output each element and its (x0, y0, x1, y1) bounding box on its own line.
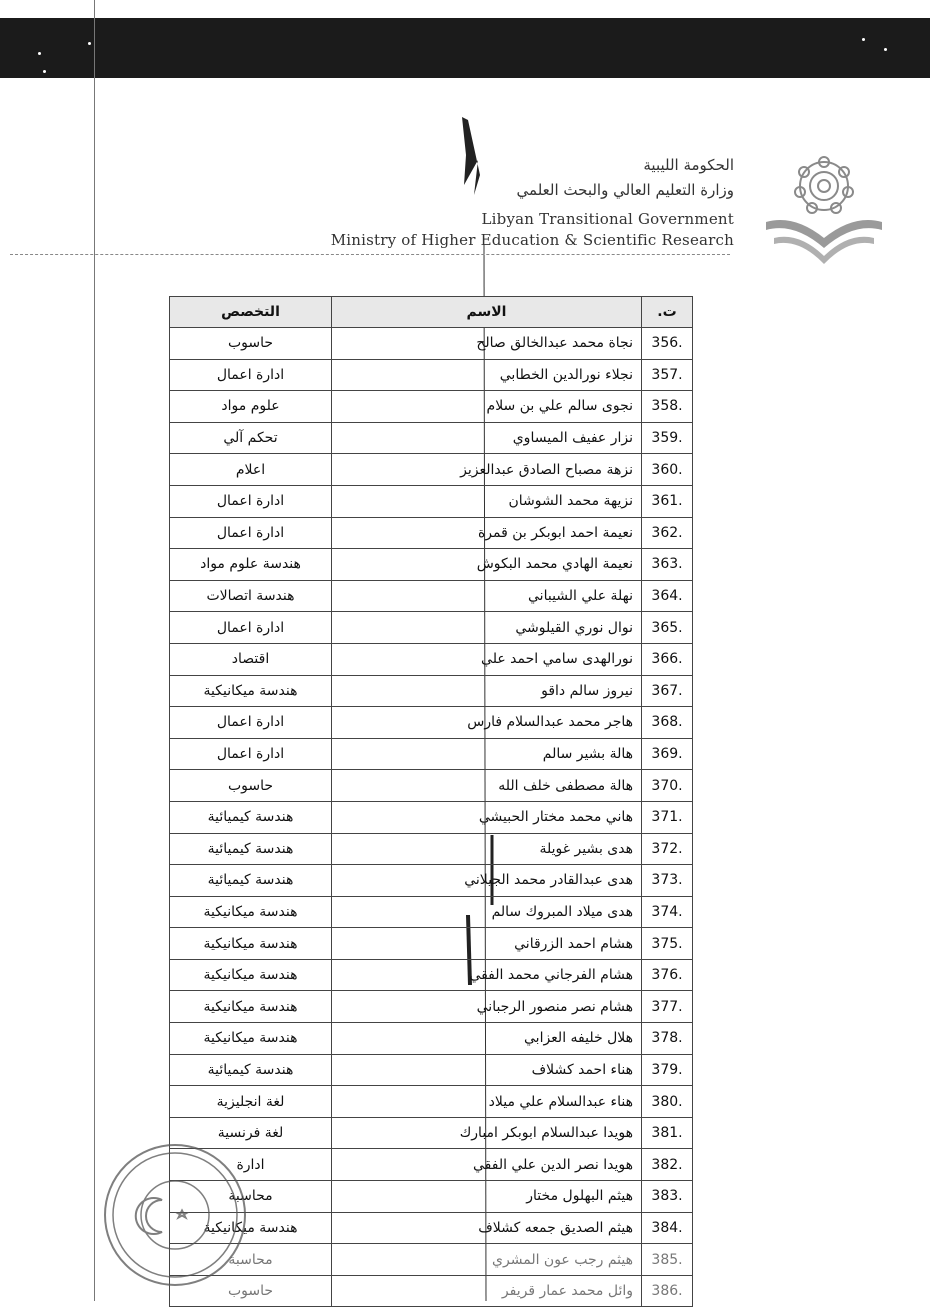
header-divider (10, 254, 730, 256)
row-specialization: حاسوب (170, 1275, 332, 1307)
table-row (170, 991, 693, 1023)
row-specialization: هندسة اتصالات (170, 580, 332, 612)
table-row (170, 517, 693, 549)
row-name: هشام نصر منصور الرجباني (332, 991, 642, 1023)
row-specialization: حاسوب (170, 770, 332, 802)
scan-top-bar (0, 18, 930, 78)
row-name: هدى بشير غويلة (332, 833, 642, 865)
header-english-ministry: Ministry of Higher Education & Scientific Research (330, 231, 734, 249)
row-name: هالة مصطفى خلف الله (332, 770, 642, 802)
row-number: 379. (642, 1054, 693, 1086)
scan-speck (43, 70, 46, 73)
table-row (170, 549, 693, 581)
row-name: هلال خليفه العزابي (332, 1023, 642, 1055)
row-name: نجلاء نورالدين الخطابي (332, 359, 642, 391)
row-name: نعيمة احمد ابوبكر بن قمرة (332, 517, 642, 549)
row-specialization: لغة انجليزية (170, 1086, 332, 1118)
row-specialization: ادارة اعمال (170, 612, 332, 644)
table-row (170, 1054, 693, 1086)
row-number: 381. (642, 1117, 693, 1149)
row-specialization: اقتصاد (170, 643, 332, 675)
row-name: نورالهدى سامي احمد علي (332, 643, 642, 675)
row-number: 360. (642, 454, 693, 486)
row-number: 378. (642, 1023, 693, 1055)
row-number: 367. (642, 675, 693, 707)
row-number: 369. (642, 738, 693, 770)
row-specialization: ادارة (170, 1149, 332, 1181)
table-row (170, 485, 693, 517)
official-stamp-icon (100, 1140, 250, 1290)
row-specialization: هندسة ميكانيكية (170, 1212, 332, 1244)
row-number: 356. (642, 328, 693, 360)
row-number: 373. (642, 865, 693, 897)
row-number: 363. (642, 549, 693, 581)
row-name: نجوى سالم علي بن سلام (332, 391, 642, 423)
row-specialization: ادارة اعمال (170, 707, 332, 739)
row-name: هيثم البهلول مختار (332, 1181, 642, 1213)
row-specialization: هندسة ميكانيكية (170, 928, 332, 960)
row-specialization: ادارة اعمال (170, 738, 332, 770)
table-row (170, 770, 693, 802)
row-name: هدى عبدالقادر محمد الجيلاني (332, 865, 642, 897)
row-name: نيروز سالم داقو (332, 675, 642, 707)
row-name: هناء عبدالسلام علي ميلاد (332, 1086, 642, 1118)
row-specialization: ادارة اعمال (170, 359, 332, 391)
table-row (170, 422, 693, 454)
row-specialization: هندسة كيميائية (170, 801, 332, 833)
row-name: هيثم رجب عون المشري (332, 1244, 642, 1276)
row-number: 364. (642, 580, 693, 612)
row-specialization: هندسة ميكانيكية (170, 896, 332, 928)
row-specialization: ادارة اعمال (170, 517, 332, 549)
table-row (170, 801, 693, 833)
row-specialization: علوم مواد (170, 391, 332, 423)
row-name: هدى ميلاد المبروك سالم (332, 896, 642, 928)
table-row (170, 359, 693, 391)
row-number: 384. (642, 1212, 693, 1244)
table-row (170, 612, 693, 644)
table-row (170, 928, 693, 960)
row-name: نهلة علي الشيباني (332, 580, 642, 612)
table-row (170, 454, 693, 486)
row-name: هشام احمد الزرقاني (332, 928, 642, 960)
row-number: 372. (642, 833, 693, 865)
row-specialization: محاسبة (170, 1181, 332, 1213)
row-number: 377. (642, 991, 693, 1023)
row-number: 374. (642, 896, 693, 928)
header-name: الاسم (332, 297, 642, 328)
row-name: هاجر محمد عبدالسلام فارس (332, 707, 642, 739)
row-specialization: هندسة ميكانيكية (170, 1023, 332, 1055)
table-row (170, 1023, 693, 1055)
row-number: 361. (642, 485, 693, 517)
row-number: 382. (642, 1149, 693, 1181)
row-name: نعيمة الهادي محمد البكوش (332, 549, 642, 581)
row-number: 357. (642, 359, 693, 391)
row-specialization: هندسة ميكانيكية (170, 675, 332, 707)
row-specialization: هندسة ميكانيكية (170, 991, 332, 1023)
row-name: هناء احمد كشلاف (332, 1054, 642, 1086)
header-number: ت. (642, 297, 693, 328)
table-row (170, 580, 693, 612)
header-arabic-ministry: وزارة التعليم العالي والبحث العلمي (516, 181, 734, 199)
row-name: هالة بشير سالم (332, 738, 642, 770)
table-row (170, 391, 693, 423)
row-name: نوال نوري القيلوشي (332, 612, 642, 644)
row-name: نزار عفيف الميساوي (332, 422, 642, 454)
table-row (170, 959, 693, 991)
row-name: هويدا نصر الدين علي الفقي (332, 1149, 642, 1181)
row-number: 385. (642, 1244, 693, 1276)
row-specialization: هندسة ميكانيكية (170, 959, 332, 991)
table-row (170, 738, 693, 770)
table-header-row (170, 297, 693, 328)
row-name: نجاة محمد عبدالخالق صالح (332, 328, 642, 360)
row-specialization: هندسة علوم مواد (170, 549, 332, 581)
row-name: هويدا عبدالسلام ابوبكر امبارك (332, 1117, 642, 1149)
row-number: 359. (642, 422, 693, 454)
row-name: هيثم الصديق جمعه كشلاف (332, 1212, 642, 1244)
scan-speck (88, 42, 91, 45)
row-number: 358. (642, 391, 693, 423)
row-specialization: حاسوب (170, 328, 332, 360)
row-number: 376. (642, 959, 693, 991)
header-english-government: Libyan Transitional Government (481, 210, 734, 228)
row-specialization: لغة فرنسية (170, 1117, 332, 1149)
row-specialization: اعلام (170, 454, 332, 486)
row-specialization: هندسة كيميائية (170, 865, 332, 897)
row-number: 362. (642, 517, 693, 549)
row-name: وائل محمد عمار قريفر (332, 1275, 642, 1307)
row-number: 386. (642, 1275, 693, 1307)
row-specialization: ادارة اعمال (170, 485, 332, 517)
row-number: 383. (642, 1181, 693, 1213)
row-number: 365. (642, 612, 693, 644)
table-row (170, 1086, 693, 1118)
scan-speck (38, 52, 41, 55)
row-number: 380. (642, 1086, 693, 1118)
table-row (170, 833, 693, 865)
row-specialization: تحكم آلي (170, 422, 332, 454)
table-row (170, 707, 693, 739)
row-number: 371. (642, 801, 693, 833)
header-arabic-government: الحكومة الليبية (643, 156, 734, 174)
row-number: 368. (642, 707, 693, 739)
table-row (170, 896, 693, 928)
header-specialization: التخصص (170, 297, 332, 328)
row-number: 375. (642, 928, 693, 960)
row-number: 370. (642, 770, 693, 802)
scan-speck (884, 48, 887, 51)
row-name: هاني محمد مختار الحبيشي (332, 801, 642, 833)
row-specialization: هندسة كيميائية (170, 1054, 332, 1086)
row-name: هشام الفرجاني محمد الفقي (332, 959, 642, 991)
table-row (170, 865, 693, 897)
row-name: نزهة مصباح الصادق عبدالعزيز (332, 454, 642, 486)
table-row (170, 675, 693, 707)
table-row (170, 328, 693, 360)
ministry-emblem-icon (764, 152, 884, 267)
row-specialization: محاسبة (170, 1244, 332, 1276)
row-number: 366. (642, 643, 693, 675)
table-row (170, 643, 693, 675)
row-name: نزيهة محمد الشوشان (332, 485, 642, 517)
scan-fold-line (94, 0, 95, 1301)
row-specialization: هندسة كيميائية (170, 833, 332, 865)
scan-speck (862, 38, 865, 41)
